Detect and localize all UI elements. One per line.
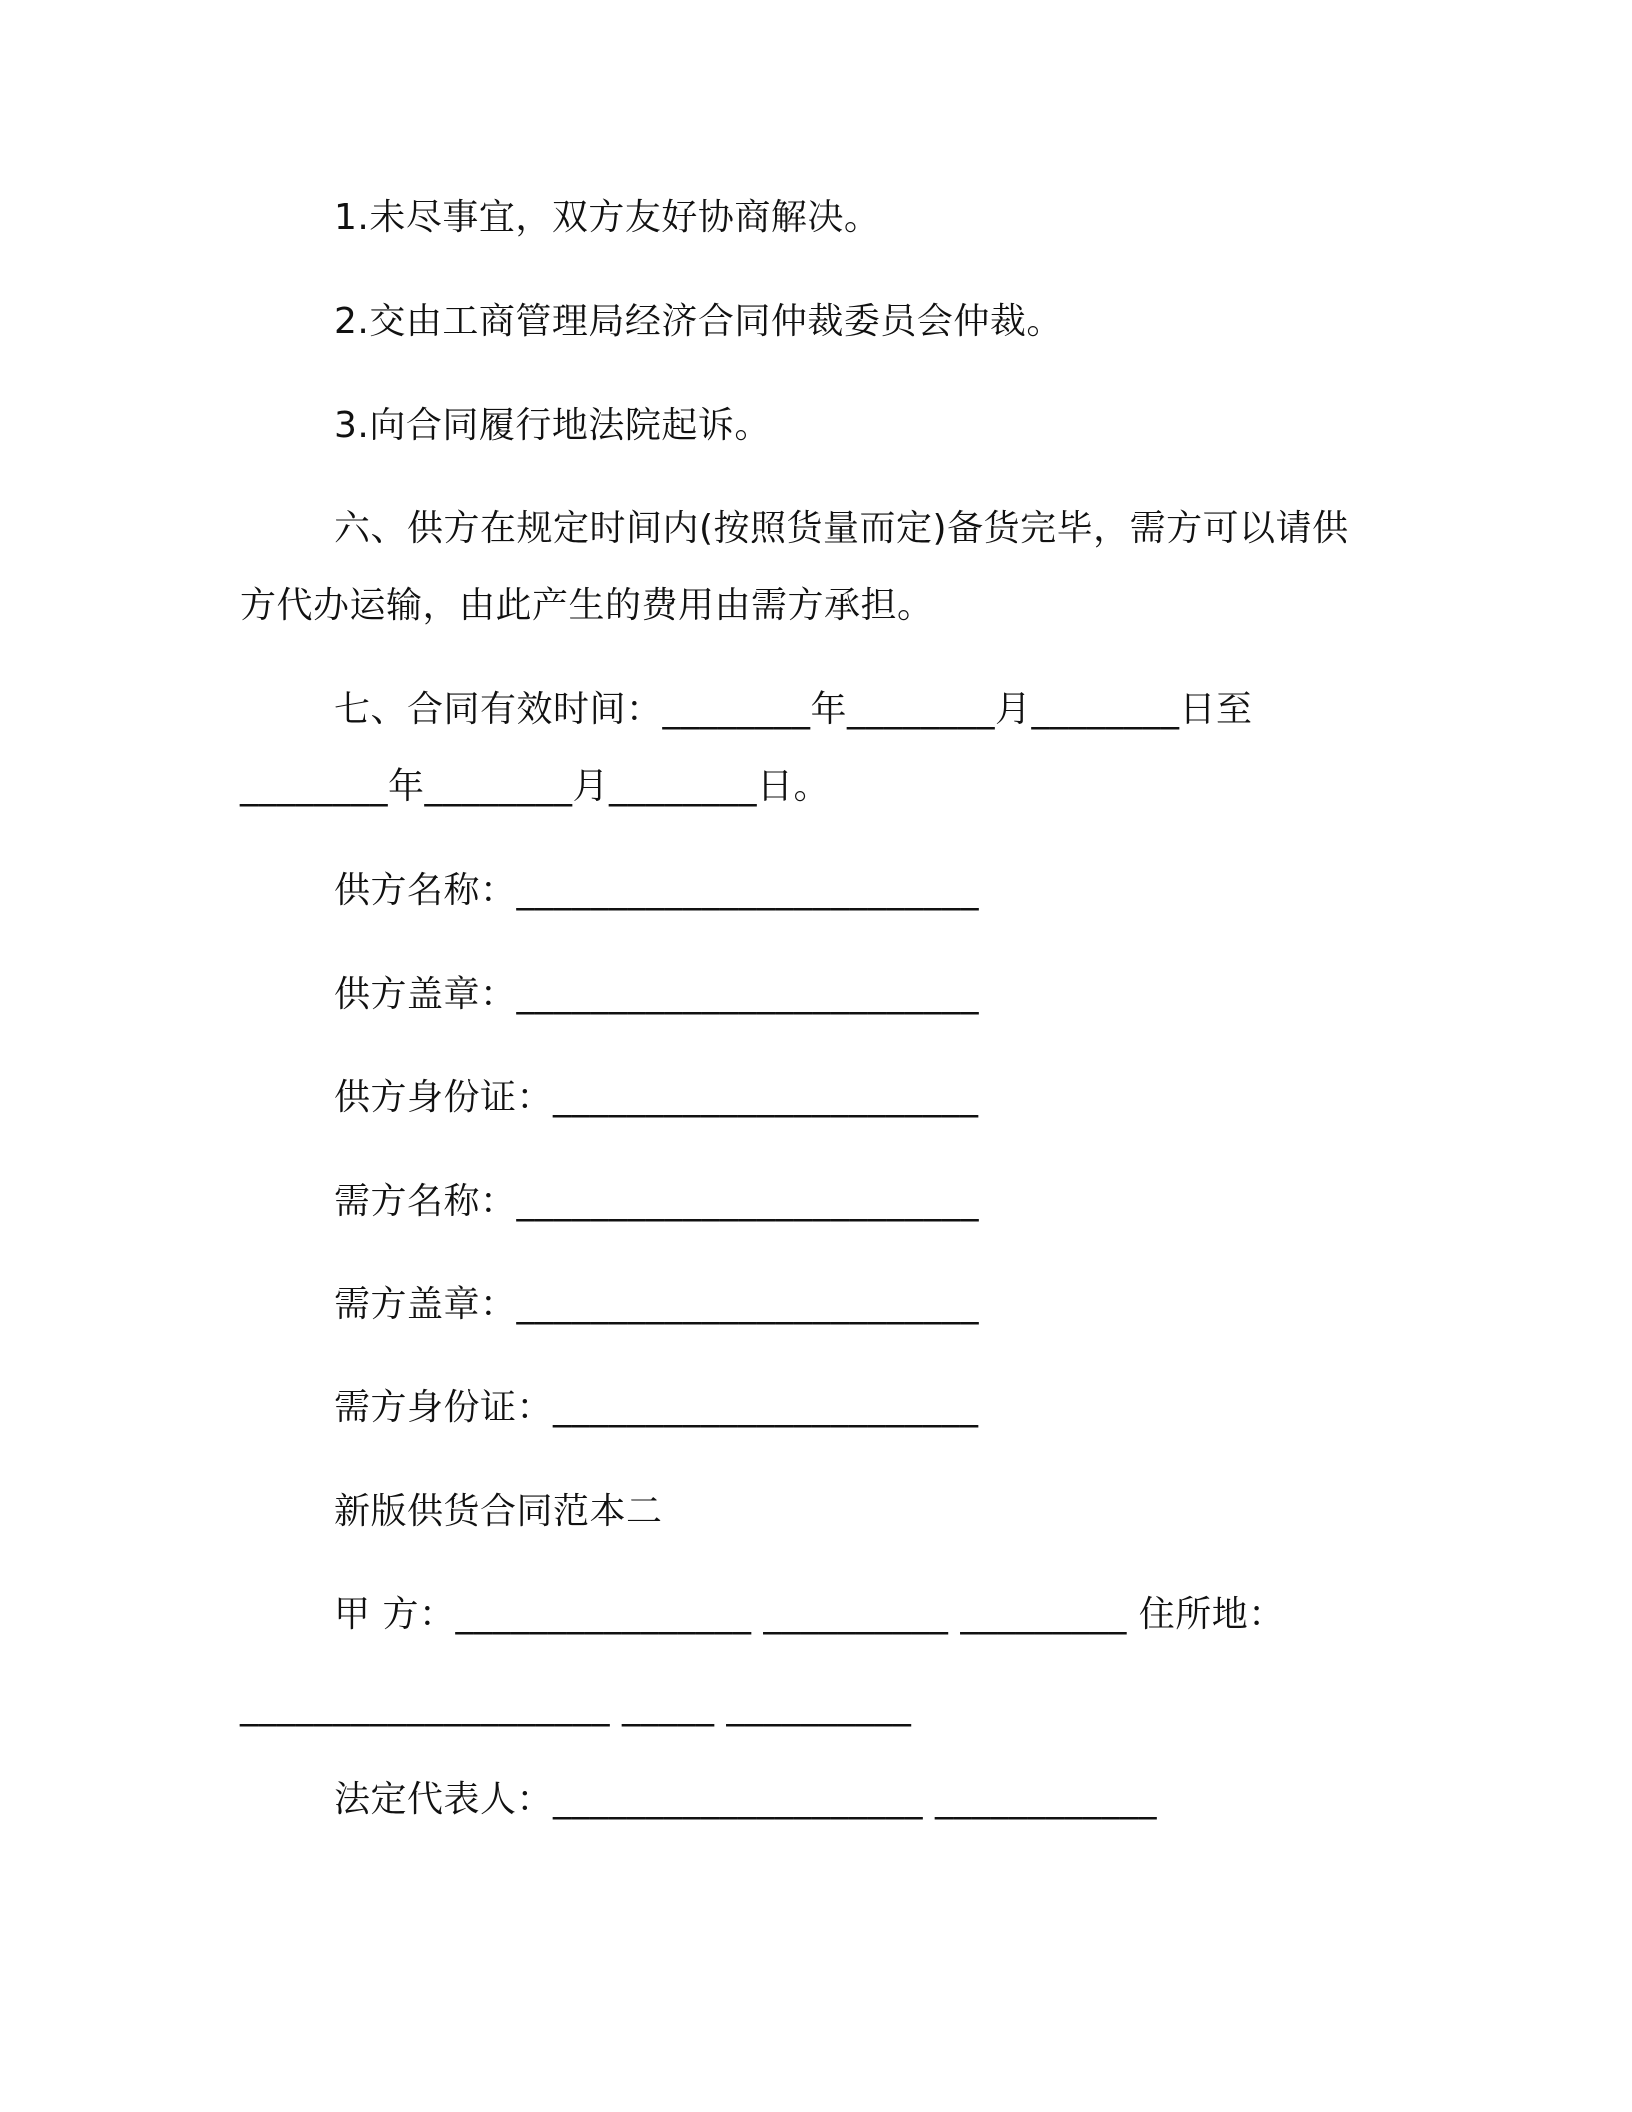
clause-1-line: 1.未尽事宜，双方友好协商解决。 (334, 197, 881, 238)
section-6-line-2: 方代办运输，由此产生的费用由需方承担。 (240, 585, 934, 626)
buyer-id-field: 需方身份证：_______________________ (334, 1387, 979, 1428)
party-a-line-1: 甲 方：________________ __________ _________ 住所地： (334, 1594, 1285, 1635)
legal-representative-field: 法定代表人：____________________ ____________ (334, 1779, 1157, 1820)
clause-2-line: 2.交由工商管理局经济合同仲裁委员会仲裁。 (334, 301, 1063, 342)
supplier-seal-field: 供方盖章：_________________________ (334, 974, 980, 1015)
buyer-name-field: 需方名称：_________________________ (334, 1181, 980, 1222)
clause-3-line: 3.向合同履行地法院起诉。 (334, 405, 771, 446)
buyer-seal-field: 需方盖章：_________________________ (334, 1284, 980, 1325)
supplier-id-field: 供方身份证：_______________________ (334, 1077, 979, 1118)
supplier-name-field: 供方名称：_________________________ (334, 870, 980, 911)
party-a-line-2: ____________________ _____ __________ (240, 1686, 912, 1727)
section-6-line-1: 六、供方在规定时间内(按照货量而定)备货完毕，需方可以请供 (334, 508, 1349, 549)
section-heading: 新版供货合同范本二 (334, 1491, 663, 1532)
section-7-line-1: 七、合同有效时间：________年________月________日至 (334, 689, 1253, 730)
section-7-line-2: ________年________月________日。 (240, 766, 830, 807)
